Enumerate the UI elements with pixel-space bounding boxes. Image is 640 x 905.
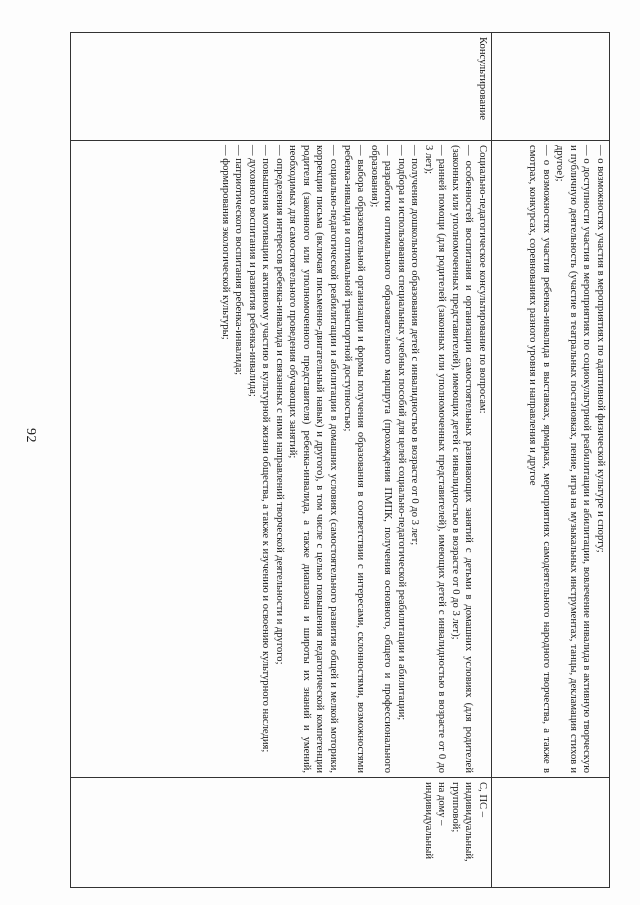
format-line: групповой; [449, 782, 461, 833]
list-item: — выбора образовательной организации и формы получения образования в соответствии с интересами, склонностями, возможностями ребенка-инвалида и оптимальной транспортной доступностью; [341, 145, 367, 773]
list-item: — о возможностях участия в мероприятиях по адаптивной физической культуре и спорту; [595, 145, 606, 553]
format-cell [492, 778, 610, 888]
table-row [492, 33, 610, 888]
content-cell [71, 141, 492, 778]
content-cell [492, 141, 610, 778]
list-item: — социально-педагогической реабилитации и абилитации в домашних условиях (самостоятельного развития общей и мелкой моторики, коррекции письма (включая письменно-двигательный навык) и другого), в том числе с целью повышения педагогической компетенции родителя (законного или уполномоченного представителя) ребенка-инвалида, а также диапазона и широты их знаний и умений, необходимых для самостоятельного проведения обучающих занятий; [287, 145, 339, 773]
format-line: на дому – [436, 782, 448, 826]
category-cell: Консультирование [71, 33, 492, 141]
list-item: — формирования экологической культуры; [219, 145, 231, 340]
list-heading: Социально-педагогическое консультирование по вопросам: [477, 145, 488, 414]
list-item: — особенностей воспитания и организации самостоятельных развивающих занятий с детьми в домашних условиях (для родителей (законных или уполномоченных представителей), имеющих детей с инвалидностью в возрасте от 0 до 3 лет); [449, 145, 475, 773]
list-item: — получения дошкольного образования детей с инвалидностью в возрасте от 0 до 3 лет; [409, 145, 421, 546]
list-item: — патриотического воспитания ребенка-инвалида; [233, 145, 245, 376]
list-item: — о возможностях участия ребенка-инвалида в выставках, ярмарках, мероприятиях самодеятельного народного творчества, а также в смотрах, конкурсах, соревнованиях разного уровня и направления и другое [527, 145, 552, 773]
list-item: — о доступности участия в мероприятиях по социокультурной реабилитации и абилитации, вовлечение инвалида в активную творческую и публичную деятельность (участие в театральных постановках, пение, игра на музыкальных инструментах, танцы, декламация стихов и другое); [554, 145, 593, 773]
category-cell [492, 33, 610, 141]
list-item: — подбора и использования специальных учебных пособий для целей социально-педагогической реабилитации и абилитации; [395, 145, 407, 721]
services-table [70, 32, 610, 888]
list-item: — духовного воспитания и развития ребенка-инвалида; [246, 145, 258, 397]
format-line: индивидуальный, [463, 782, 475, 862]
table-row [71, 33, 492, 888]
format-line: С, ПС – [477, 782, 488, 818]
format-line: индивидуальный [422, 782, 434, 859]
rotated-table-container [70, 32, 610, 887]
page-number: 92 [23, 428, 38, 443]
list-item: — повышения мотивации к активному участию в культурной жизни общества, а также к изучению и освоению культурного наследия; [260, 145, 272, 753]
list-item: — разработки оптимального образовательного маршрута (прохождения ПМПК, получения основного, общего и профессионального образования); [368, 145, 394, 773]
list-item: — ранней помощи (для родителей (законных или уполномоченных представителей), имеющих детей с инвалидностью в возрасте от 0 до 3 лет); [422, 145, 448, 773]
format-cell [71, 778, 492, 888]
list-item: — определения интересов ребенка-инвалида и связанных с ними направлений творческой деятельности и другого; [273, 145, 285, 665]
